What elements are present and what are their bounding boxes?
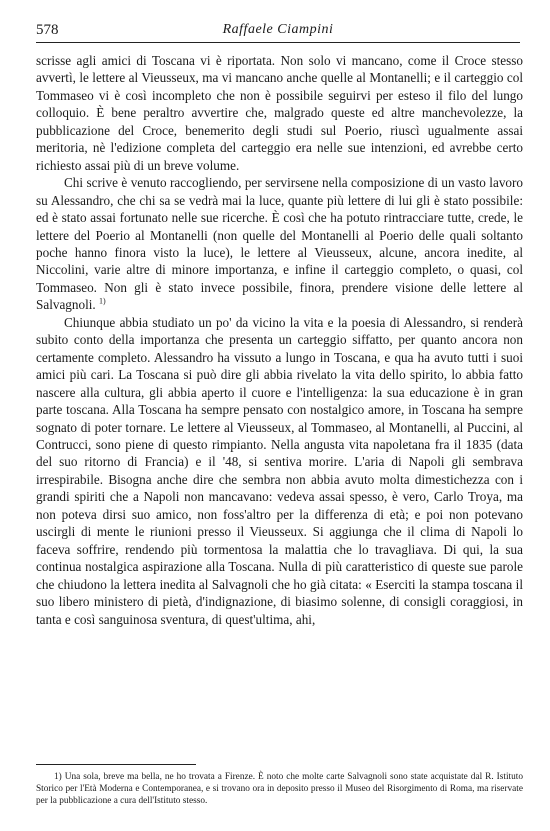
footnote-reference: 1) bbox=[99, 296, 106, 306]
running-head: Raffaele Ciampini bbox=[222, 22, 334, 37]
paragraph-1: scrisse agli amici di Toscana vi è riportata. Non solo vi mancano, come il Croce stesso avvertì, le lettere al Vieusseux, ma vi mancano anche quelle al Montanelli; e il carteggio col Tommaseo vi è così incompleto che non è possibile seguirvi per esteso il filo del lungo colloquio. È bene peraltro avvertire che, malgrado queste ed altre manchevolezze, la pubblicazione del Croce, benemerito degli studi sul Poerio, riuscì ugualmente assai meritoria, nè l'edizione completa del carteggio era nelle sue intenzioni, ed avrebbe certo richiesto assai più di un breve volume. bbox=[36, 53, 523, 173]
paragraph-2 bbox=[36, 174, 523, 314]
paragraph-2-text: Chi scrive è venuto raccogliendo, per servirsene nella composizione di un vasto lavoro su Alessandro, che chi sa se vedrà mai la luce, quante più lettere di lui gli è stato possibile: ed è stato assai fortunato nelle sue ricerche. È così che ha potuto rintracciare tutte, crede, le lettere del Poerio al Montanelli (non quelle del Montanelli al Poerio delle quali soltanto poche hanno finora visto la luce), le lettere al Vieusseux, alcune, ancora inedite, al Niccolini, varie altre di minore importanza, e infine il carteggio completo, o quasi, col Tommaseo. Non gli è stato invece possibile, finora, prendere visione delle lettere al Salvagnoli. bbox=[36, 175, 523, 313]
page-number: 578 bbox=[36, 22, 59, 38]
footnote bbox=[36, 771, 523, 808]
page-header bbox=[36, 22, 520, 43]
footnote-marker: 1) bbox=[54, 772, 62, 782]
paragraph-3: Chiunque abbia studiato un po' da vicino la vita e la poesia di Alessandro, si renderà subito conto della importanza che presenta un carteggio siffatto, per quanto ancora non certamente completo. Alessandro ha vissuto a lungo in Toscana, e qua ha avuto tutti i suoi amici più cari. La Toscana si può dire gli abbia rivelato la vita dello spirito, lo abbia fatto nascere alla cultura, gli abbia aperto il cuore e l'intelligenza: la sua educazione è in gran parte toscana. Alla Toscana ha sempre pensato con nostalgico amore, in Toscana ha sempre sognato di poter tornare. Le lettere al Vieusseux, al Tommaseo, al Montanelli, al Puccini, al Contrucci, sono piene di questo rimpianto. Nella angusta vita napoletana fra il 1835 (data del suo ritorno di Francia) e il '48, si sentiva morire. L'aria di Napoli gli sembrava irrespirabile. Bisogna anche dire che sembra non abbia avuto molta dimestichezza con i grandi spiriti che a Napoli non mancavano: vedeva assai spesso, è vero, Carlo Troya, ma non poteva dirsi suo amico, non foss'altro per la differenza di età; e poi non potevano uscirgli di mente le riunioni presso il Vieusseux. Si aggiunga che il clima di Napoli lo faceva soffrire, rendendo più tormentosa la malattia che lo travagliava. Di qui, la sua continua nostalgica aspirazione alla Toscana. Nulla di più caratteristico di queste sue parole che chiudono la lettera inedita al Salvagnoli che ho già citata: « Eserciti la stampa toscana il suo libero ministero di pietà, d'indignazione, di biasimo solenne, di consigli coraggiosi, in tanta e così sanguinosa sventura, di quest'ultima, ahi, bbox=[36, 314, 523, 627]
footnote-text: Una sola, breve ma bella, ne ho trovata a Firenze. È noto che molte carte Salvagnoli sono state acquistate dal R. Istituto Storico per l'Età Moderna e Contemporanea, e si trovano ora in deposito presso il Museo del Risorgimento di Roma, ma riservate per la pubblicazione a cura dell'Istituto stesso. bbox=[36, 772, 523, 807]
body-text bbox=[36, 52, 523, 628]
footnote-divider bbox=[36, 764, 196, 765]
